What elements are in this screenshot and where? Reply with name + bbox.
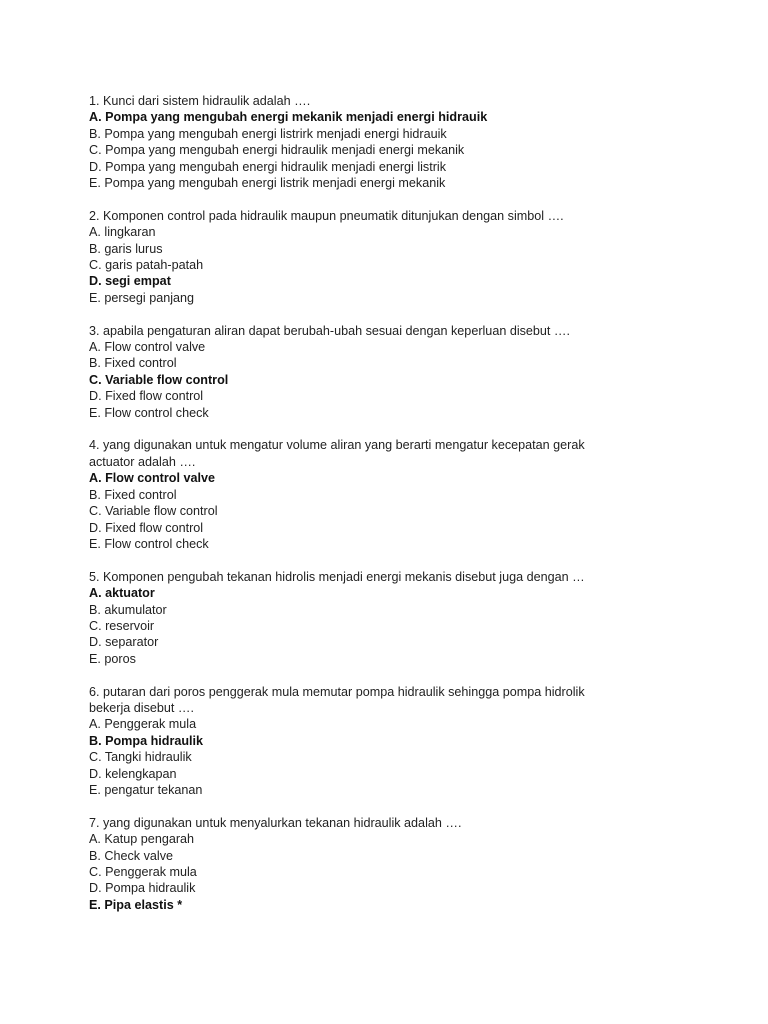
option-d: D. Pompa yang mengubah energi hidraulik menjadi energi listrik	[89, 159, 447, 174]
option-d: D. separator	[89, 635, 159, 650]
question-7	[89, 815, 729, 913]
option-c: C. garis patah-patah	[89, 258, 204, 273]
option-a-correct: A. aktuator	[89, 586, 155, 601]
question-stem-continued: bekerja disebut ….	[89, 700, 195, 715]
option-e: E. Flow control check	[89, 405, 209, 420]
option-d: D. Pompa hidraulik	[89, 881, 196, 896]
question-6	[89, 684, 729, 799]
quiz-document	[89, 93, 729, 930]
option-c: C. Tangki hidraulik	[89, 750, 192, 765]
option-b: B. garis lurus	[89, 241, 163, 256]
option-b-correct: B. Pompa hidraulik	[89, 733, 204, 748]
question-stem: 3. apabila pengaturan aliran dapat berubah-ubah sesuai dengan keperluan disebut ….	[89, 323, 571, 338]
option-b: B. akumulator	[89, 602, 167, 617]
option-a-correct: A. Flow control valve	[89, 471, 215, 486]
question-stem: 5. Komponen pengubah tekanan hidrolis menjadi energi mekanis disebut juga dengan …	[89, 569, 585, 584]
question-stem: 1. Kunci dari sistem hidraulik adalah ….	[89, 94, 311, 108]
option-d: D. Fixed flow control	[89, 520, 204, 535]
option-c: C. Variable flow control	[89, 504, 218, 519]
question-1	[89, 93, 729, 191]
option-b: B. Fixed control	[89, 356, 177, 371]
option-a-correct: A. Pompa yang mengubah energi mekanik menjadi energi hidrauik	[89, 110, 488, 125]
option-c: C. reservoir	[89, 618, 155, 633]
option-a: A. Flow control valve	[89, 340, 206, 355]
option-a: A. Penggerak mula	[89, 717, 197, 732]
option-e: E. poros	[89, 651, 136, 666]
question-stem: 7. yang digunakan untuk menyalurkan tekanan hidraulik adalah ….	[89, 815, 462, 830]
option-a: A. lingkaran	[89, 225, 156, 240]
option-e: E. pengatur tekanan	[89, 782, 203, 797]
option-b: B. Check valve	[89, 848, 173, 863]
question-stem: 4. yang digunakan untuk mengatur volume aliran yang berarti mengatur kecepatan gerak	[89, 438, 585, 453]
question-2	[89, 208, 729, 306]
option-b: B. Pompa yang mengubah energi listrirk menjadi energi hidrauik	[89, 126, 447, 141]
option-d-correct: D. segi empat	[89, 274, 171, 289]
option-e: E. Flow control check	[89, 536, 209, 551]
option-e: E. persegi panjang	[89, 290, 195, 305]
question-5	[89, 569, 729, 667]
option-a: A. Katup pengarah	[89, 832, 195, 847]
question-stem: 6. putaran dari poros penggerak mula memutar pompa hidraulik sehingga pompa hidrolik	[89, 684, 585, 699]
option-b: B. Fixed control	[89, 487, 177, 502]
option-e-correct: E. Pipa elastis *	[89, 897, 183, 912]
option-d: D. kelengkapan	[89, 766, 177, 781]
option-c: C. Pompa yang mengubah energi hidraulik menjadi energi mekanik	[89, 143, 465, 158]
question-stem: 2. Komponen control pada hidraulik maupun pneumatik ditunjukan dengan simbol ….	[89, 208, 564, 223]
option-c-correct: C. Variable flow control	[89, 372, 229, 387]
option-e: E. Pompa yang mengubah energi listrik menjadi energi mekanik	[89, 176, 446, 191]
option-c: C. Penggerak mula	[89, 865, 197, 879]
question-3	[89, 323, 729, 421]
question-4	[89, 437, 729, 552]
option-d: D. Fixed flow control	[89, 389, 204, 404]
question-stem-continued: actuator adalah ….	[89, 454, 196, 469]
